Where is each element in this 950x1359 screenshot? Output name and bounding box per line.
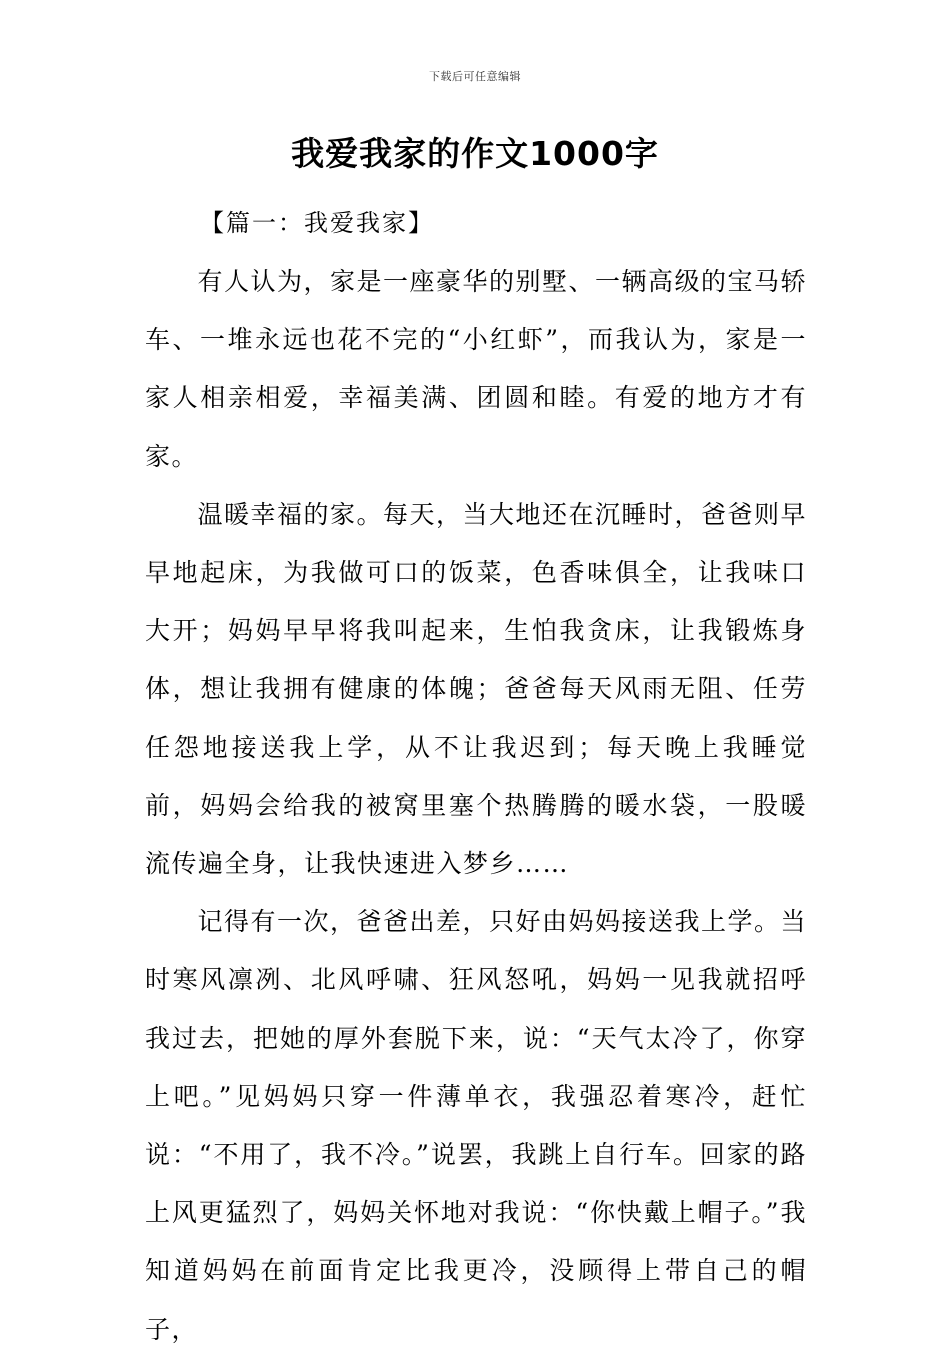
paragraph: 有人认为，家是一座豪华的别墅、一辆高级的宝马轿车、一堆永远也花不完的“小红虾”，而我认为，家是一家人相亲相爱，幸福美满、团圆和睦。有爱的地方才有家。 <box>145 267 808 471</box>
document-title: 我爱我家的作文1000字 <box>291 134 659 173</box>
paragraph: 温暖幸福的家。每天，当大地还在沉睡时，爸爸则早早地起床，为我做可口的饭菜，色香味俱全，让我味口大开；妈妈早早将我叫起来，生怕我贪床，让我锻炼身体，想让我拥有健康的体魄；爸爸每天风雨无阻、任劳任怨地接送我上学，从不让我迟到；每天晚上我睡觉前，妈妈会给我的被窝里塞个热腾腾的暖水袋，一股暖流传遍全身，让我快速进入梦乡…… <box>145 499 808 879</box>
body-text <box>145 253 807 1359</box>
section-heading: 【篇一：我爱我家】 <box>200 209 434 237</box>
paragraph: 记得有一次，爸爸出差，只好由妈妈接送我上学。当时寒风凛冽、北风呼啸、狂风怒吼，妈妈一见我就招呼我过去，把她的厚外套脱下来，说：“天气太冷了，你穿上吧。”见妈妈只穿一件薄单衣，我强忍着寒冷，赶忙说：“不用了，我不冷。”说罢，我跳上自行车。回家的路上风更猛烈了，妈妈关怀地对我说：“你快戴上帽子。”我知道妈妈在前面肯定比我更冷，没顾得上带自己的帽子， <box>145 907 808 1344</box>
header-note: 下载后可任意编辑 <box>429 70 521 83</box>
